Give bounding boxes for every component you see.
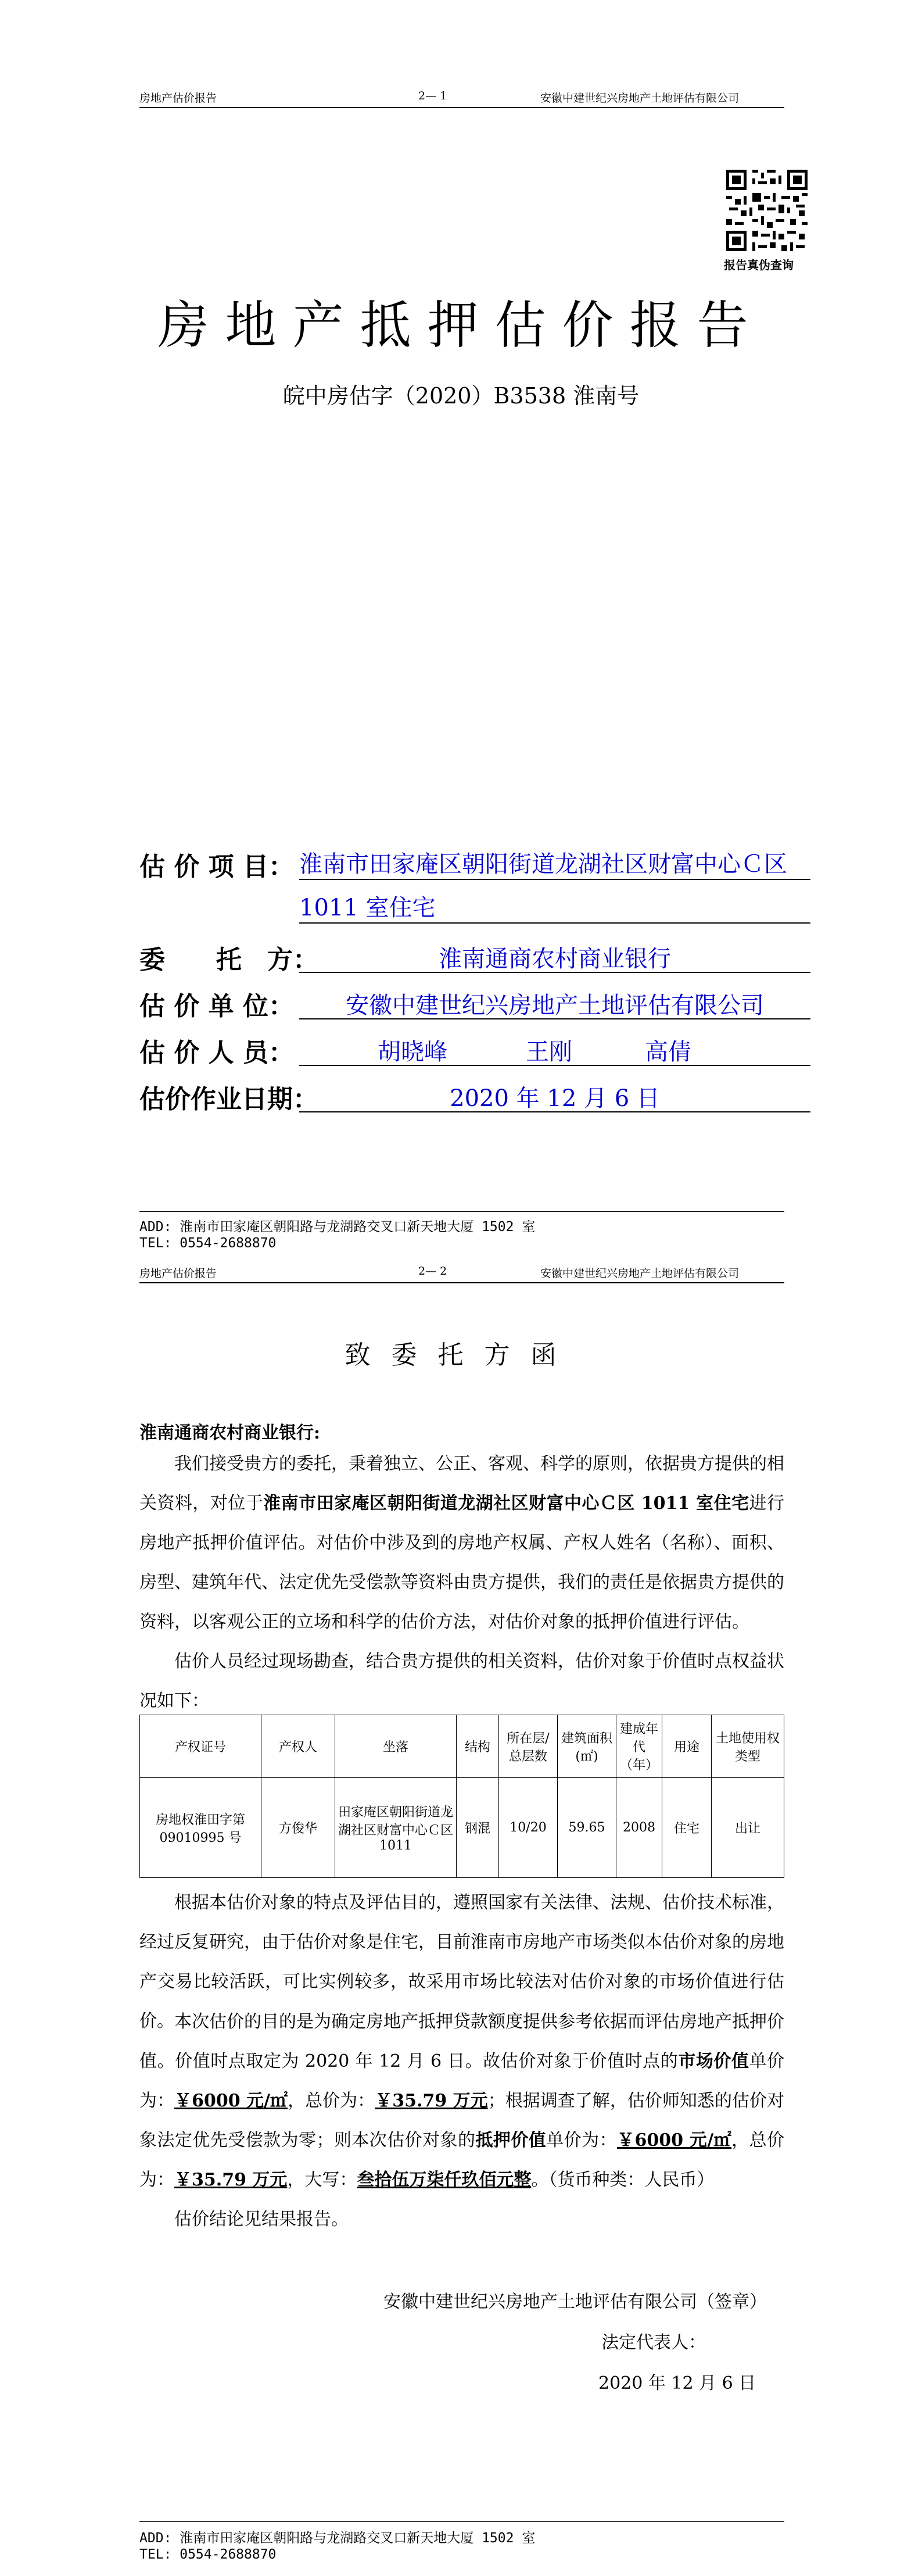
sign-date: 2020 年 12 月 6 日 bbox=[598, 2373, 756, 2393]
header-rule bbox=[139, 1282, 784, 1283]
field-value-project-line1: 淮南市田家庵区朝阳街道龙湖社区财富中心Ｃ区 bbox=[299, 851, 787, 878]
header-rule bbox=[139, 107, 784, 108]
table-header-row bbox=[140, 1715, 784, 1778]
sign-legal-representative: 法定代表人： bbox=[601, 2332, 706, 2353]
footer-tel: TEL: 0554-2688870 bbox=[139, 2547, 277, 2562]
table-cell: 方俊华 bbox=[261, 1778, 335, 1878]
table-header-cell: 用途 bbox=[662, 1715, 712, 1778]
table-header-cell: 所在层/总层数 bbox=[499, 1715, 558, 1778]
table-row bbox=[140, 1778, 784, 1878]
table-cell: 住宅 bbox=[662, 1778, 712, 1878]
underline bbox=[299, 879, 810, 880]
appraiser-name: 胡晓峰 bbox=[378, 1039, 447, 1065]
header-right: 安徽中建世纪兴房地产土地评估有限公司 bbox=[540, 1267, 740, 1280]
table-header-cell: 建筑面积(㎡) bbox=[558, 1715, 616, 1778]
table-header-cell: 产权证号 bbox=[140, 1715, 261, 1778]
letter-title: 致委托方函 bbox=[345, 1340, 577, 1370]
header-left: 房地产估价报告 bbox=[139, 92, 217, 105]
table-cell: 10/20 bbox=[499, 1778, 558, 1878]
table-header-cell: 产权人 bbox=[261, 1715, 335, 1778]
table-cell: 59.65 bbox=[558, 1778, 616, 1878]
qr-caption: 报告真伪查询 bbox=[724, 258, 794, 272]
header-page-number: 2— 1 bbox=[418, 90, 447, 102]
footer-tel: TEL: 0554-2688870 bbox=[139, 1236, 277, 1251]
underline bbox=[299, 922, 810, 924]
appraiser-name: 高倩 bbox=[645, 1039, 691, 1065]
field-label-client: 委 托 方： bbox=[139, 945, 318, 975]
letter-paragraph-5: 估价结论见结果报告。 bbox=[174, 2209, 349, 2230]
underline bbox=[299, 1065, 810, 1066]
underline bbox=[299, 1018, 810, 1019]
header-left: 房地产估价报告 bbox=[139, 1267, 217, 1280]
footer-address: ADD: 淮南市田家庵区朝阳路与龙湖路交叉口新天地大厦 1502 室 bbox=[139, 1219, 536, 1235]
table-header-cell: 坐落 bbox=[335, 1715, 457, 1778]
letter-paragraph-1: 我们接受贵方的委托，秉着独立、公正、客观、科学的原则，依据贵方提供的相关资料，对位于淮南市田家庵区朝阳街道龙湖社区财富中心Ｃ区 1011 室住宅进行房地产抵押价值评估。对估价中涉及到的房地产权属、产权人姓名（名称）、面积、房型、建筑年代、法定优先受偿款等资料由贵方提供，我们的责任是依据贵方提供的资料，以客观公正的立场和科学的估价方法，对估价对象的抵押价值进行评估。 bbox=[139, 1454, 785, 1632]
letter-paragraph-2: 估价人员经过现场勘查，结合贵方提供的相关资料，估价对象于价值时点权益状况如下： bbox=[139, 1651, 784, 1711]
field-label-appraisers: 估 价 人 员： bbox=[139, 1038, 294, 1068]
table-cell: 钢混 bbox=[457, 1778, 499, 1878]
footer-address: ADD: 淮南市田家庵区朝阳路与龙湖路交叉口新天地大厦 1502 室 bbox=[139, 2531, 536, 2546]
table-cell: 出让 bbox=[712, 1778, 784, 1878]
header-right: 安徽中建世纪兴房地产土地评估有限公司 bbox=[540, 92, 740, 105]
field-label-project: 估 价 项 目： bbox=[139, 852, 294, 882]
table-cell: 房地权淮田字第09010995 号 bbox=[140, 1778, 261, 1878]
sign-company: 安徽中建世纪兴房地产土地评估有限公司（签章） bbox=[383, 2292, 767, 2312]
letter-paragraph-4: 本次估价的目的是为确定房地产抵押贷款额度提供参考依据而评估房地产抵押价值。价值时点取定为 2020 年 12 月 6 日。故估价对象于价值时点的市场价值单价为：￥6000 元/㎡，总价为：￥35.79 万元；根据调查了解，估价师知悉的估价对象法定优先受偿款为零；则本次估价对象的抵押价值单价为：￥6000 元/㎡，总价为：￥35.79 万元，大写：叁拾伍万柒仟玖佰元整。（货币种类：人民币） bbox=[139, 2012, 785, 2190]
letter-salutation: 淮南通商农村商业银行: bbox=[139, 1423, 321, 1443]
report-number: 皖中房估字（2020）B3538 淮南号 bbox=[282, 383, 640, 409]
field-value-client: 淮南通商农村商业银行 bbox=[439, 946, 671, 972]
field-value-date: 2020 年 12 月 6 日 bbox=[450, 1085, 660, 1112]
field-label-date: 估价作业日期： bbox=[139, 1085, 318, 1114]
table-cell: 田家庵区朝阳街道龙湖社区财富中心Ｃ区 1011 bbox=[335, 1778, 457, 1878]
table-header-cell: 土地使用权类型 bbox=[712, 1715, 784, 1778]
field-value-appraiser-unit: 安徽中建世纪兴房地产土地评估有限公司 bbox=[346, 992, 764, 1019]
appraiser-name: 王刚 bbox=[526, 1039, 572, 1065]
report-title: 房地产抵押估价报告 bbox=[157, 295, 765, 355]
letter-paragraph-3: 根据本估价对象的特点及评估目的，遵照国家有关法律、法规、估价技术标准，经过反复研究，由于估价对象是住宅，目前淮南市房地产市场类似本估价对象的房地产交易比较活跃，可比实例较多，故采用市场比较法对估价对象的市场价值进行估价。 bbox=[139, 1892, 784, 2031]
footer-rule bbox=[139, 2521, 784, 2522]
table-header-cell: 建成年代（年） bbox=[616, 1715, 662, 1778]
qr-code-icon bbox=[726, 170, 808, 251]
field-value-project-line2: 1011 室住宅 bbox=[299, 895, 436, 921]
table-cell: 2008 bbox=[616, 1778, 662, 1878]
underline bbox=[299, 972, 810, 973]
footer-rule bbox=[139, 1211, 784, 1212]
field-label-appraiser-unit: 估 价 单 位： bbox=[139, 992, 294, 1021]
property-table bbox=[139, 1715, 784, 1878]
table-header-cell: 结构 bbox=[457, 1715, 499, 1778]
underline bbox=[299, 1111, 810, 1112]
header-page-number: 2— 2 bbox=[418, 1265, 447, 1278]
